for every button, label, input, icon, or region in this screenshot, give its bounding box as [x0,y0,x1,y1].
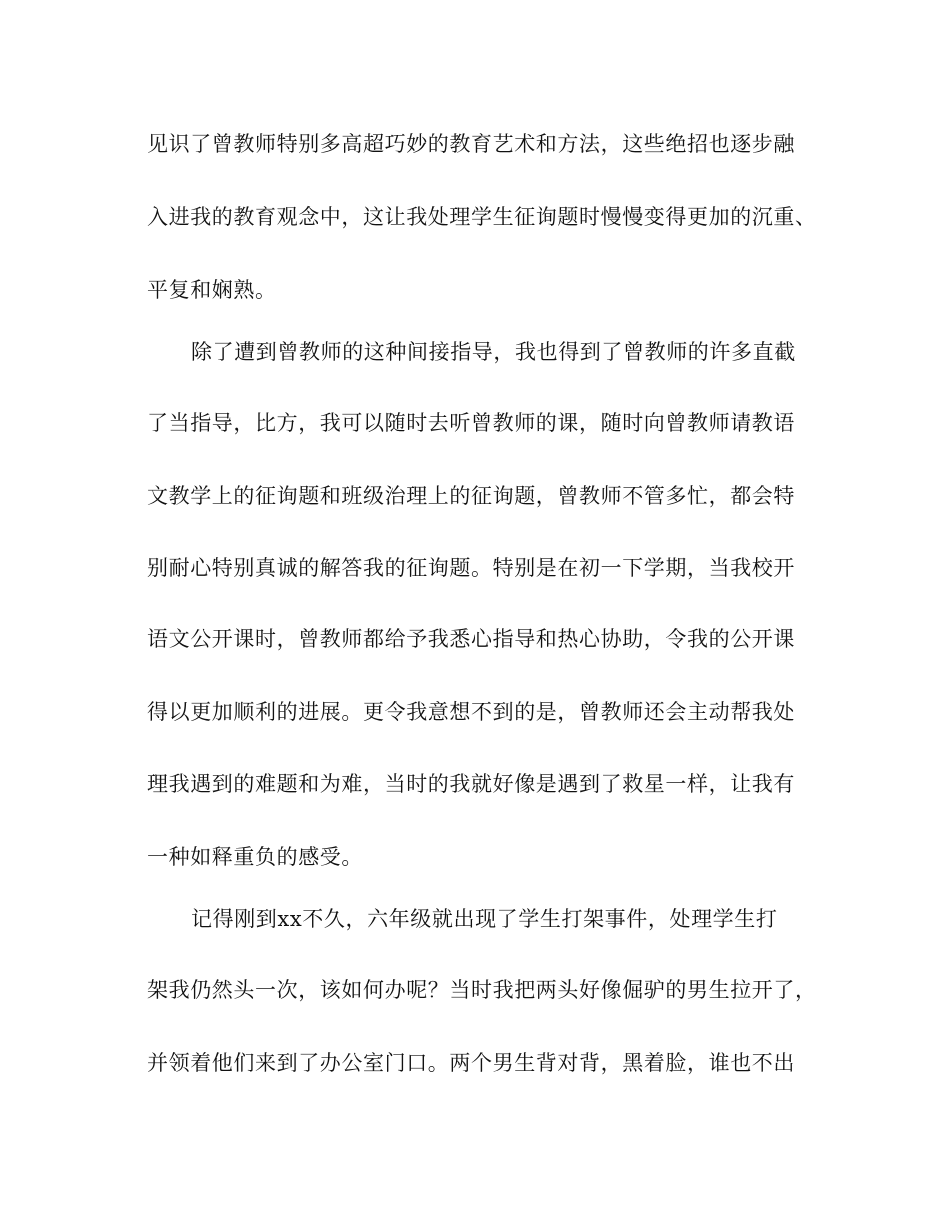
paragraph-line: 除了遭到曾教师的这种间接指导，我也得到了曾教师的许多直截 [191,340,796,364]
paragraph-line: 并领着他们来到了办公室门口。两个男生背对背，黑着脸，谁也不出 [147,1051,795,1075]
paragraph-line: 架我仍然头一次，该如何办呢？当时我把两头好像倔驴的男生拉开了， [147,978,817,1002]
paragraph-line: 记得刚到xx不久，六年级就出现了学生打架事件，处理学生打 [191,907,778,931]
paragraph-line: 见识了曾教师特别多高超巧妙的教育艺术和方法，这些绝招也逐步融 [147,132,795,156]
paragraph-line: 平复和娴熟。 [147,278,277,302]
paragraph-line: 得以更加顺利的进展。更令我意想不到的是，曾教师还会主动帮我处 [147,700,795,724]
paragraph-line: 语文公开课时，曾教师都给予我悉心指导和热心协助，令我的公开课 [147,627,795,651]
paragraph-line: 别耐心特别真诚的解答我的征询题。特别是在初一下学期，当我校开 [147,556,795,580]
paragraph-line: 了当指导，比方，我可以随时去听曾教师的课，随时向曾教师请教语 [147,411,795,435]
paragraph-line: 入进我的教育观念中，这让我处理学生征询题时慢慢变得更加的沉重、 [147,205,817,229]
paragraph-line: 文教学上的征询题和班级治理上的征询题，曾教师不管多忙，都会特 [147,484,795,508]
paragraph-line: 理我遇到的难题和为难，当时的我就好像是遇到了救星一样，让我有 [147,772,795,796]
paragraph-line: 一种如释重负的感受。 [147,845,363,869]
